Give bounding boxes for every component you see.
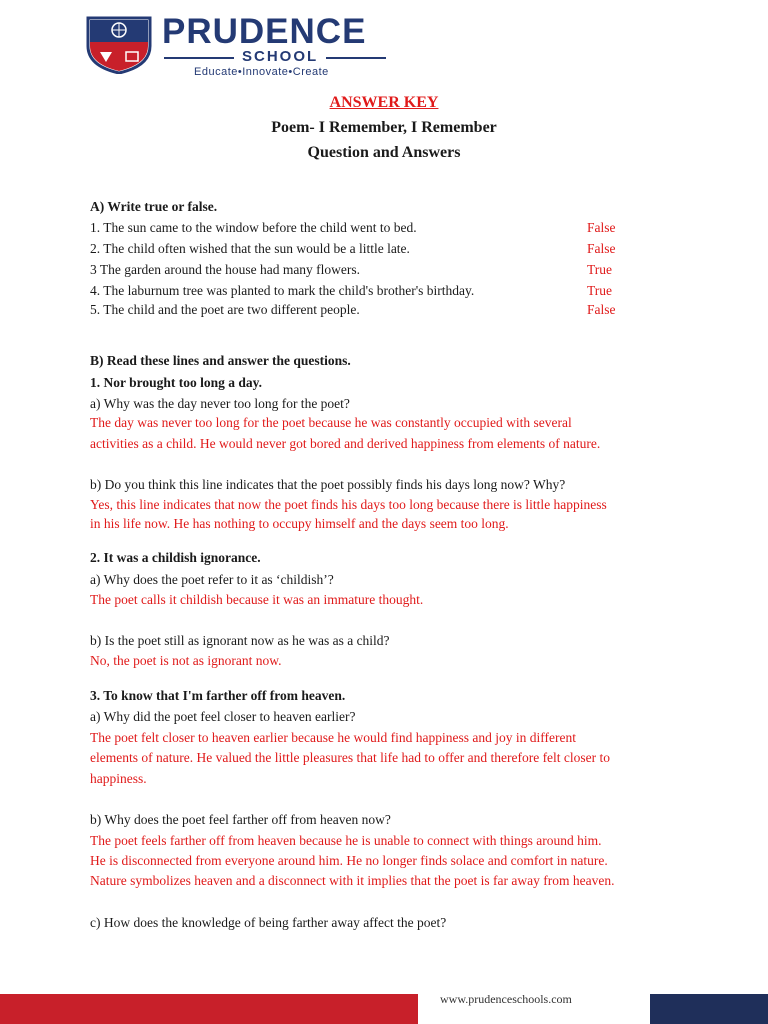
brand-subtitle: SCHOOL [242,48,319,65]
tf-answer: True [587,283,613,298]
answer-3a-line: happiness. [90,771,147,786]
school-logo [84,12,394,78]
question-1b: b) Do you think this line indicates that the poet possibly finds his days long now? Why? [90,477,566,492]
shield-crest-icon [84,16,154,74]
question-2a: a) Why does the poet refer to it as ‘childish’? [90,572,334,587]
tf-question: 1. The sun came to the window before the child went to bed. [90,220,417,235]
answer-1b-line: in his life now. He has nothing to occupy himself and the days seem too long. [90,516,509,531]
answer-3b-line: The poet feels farther off from heaven because he is unable to connect with things around him. [90,833,602,848]
brand-divider [326,57,386,59]
question-2b: b) Is the poet still as ignorant now as he was as a child? [90,633,390,648]
question-2-title: 2. It was a childish ignorance. [90,550,261,565]
question-1-title: 1. Nor brought too long a day. [90,375,263,390]
brand-name: PRUDENCE [162,12,367,51]
answer-2b-line: No, the poet is not as ignorant now. [90,653,282,668]
brand-divider [164,57,234,59]
tf-question: 5. The child and the poet are two different people. [90,302,360,317]
question-3b: b) Why does the poet feel farther off from heaven now? [90,812,391,827]
footer-website: www.prudenceschools.com [440,992,572,1006]
answer-1a-line: activities as a child. He would never got bored and derived happiness from elements of nature. [90,436,601,451]
answer-2a-line: The poet calls it childish because it was an immature thought. [90,592,424,607]
tf-answer: False [587,241,616,256]
answer-key-title: ANSWER KEY [329,94,439,111]
footer-navy-bar [650,994,768,1024]
tf-question: 3 The garden around the house had many flowers. [90,262,361,277]
brand-tagline: Educate•Innovate•Create [194,66,329,78]
tf-question: 4. The laburnum tree was planted to mark the child's brother's birthday. [90,283,475,298]
tf-answer: False [587,302,616,317]
answer-1a-line: The day was never too long for the poet because he was constantly occupied with several [90,415,572,430]
section-b-heading: B) Read these lines and answer the questions. [90,353,351,368]
tf-question: 2. The child often wished that the sun would be a little late. [90,241,410,256]
question-3-title: 3. To know that I'm farther off from heaven. [90,688,346,703]
question-1a: a) Why was the day never too long for the poet? [90,396,350,411]
tf-answer: True [587,262,613,277]
answer-3a-line: The poet felt closer to heaven earlier because he would find happiness and joy in different [90,730,576,745]
section-a-heading: A) Write true or false. [90,199,218,214]
poem-title: Poem- I Remember, I Remember [271,119,497,136]
qa-title: Question and Answers [307,144,461,161]
question-3c: c) How does the knowledge of being farther away affect the poet? [90,915,447,930]
question-3a: a) Why did the poet feel closer to heaven earlier? [90,709,356,724]
answer-1b-line: Yes, this line indicates that now the poet finds his days too long because there is little happiness [90,497,607,512]
footer-red-bar [0,994,418,1024]
tf-answer: False [587,220,616,235]
answer-3b-line: Nature symbolizes heaven and a disconnect with it implies that the poet is far away from heaven. [90,873,615,888]
answer-3a-line: elements of nature. He valued the little pleasures that life had to offer and therefore felt closer to [90,750,611,765]
answer-3b-line: He is disconnected from everyone around him. He no longer finds solace and comfort in nature. [90,853,608,868]
